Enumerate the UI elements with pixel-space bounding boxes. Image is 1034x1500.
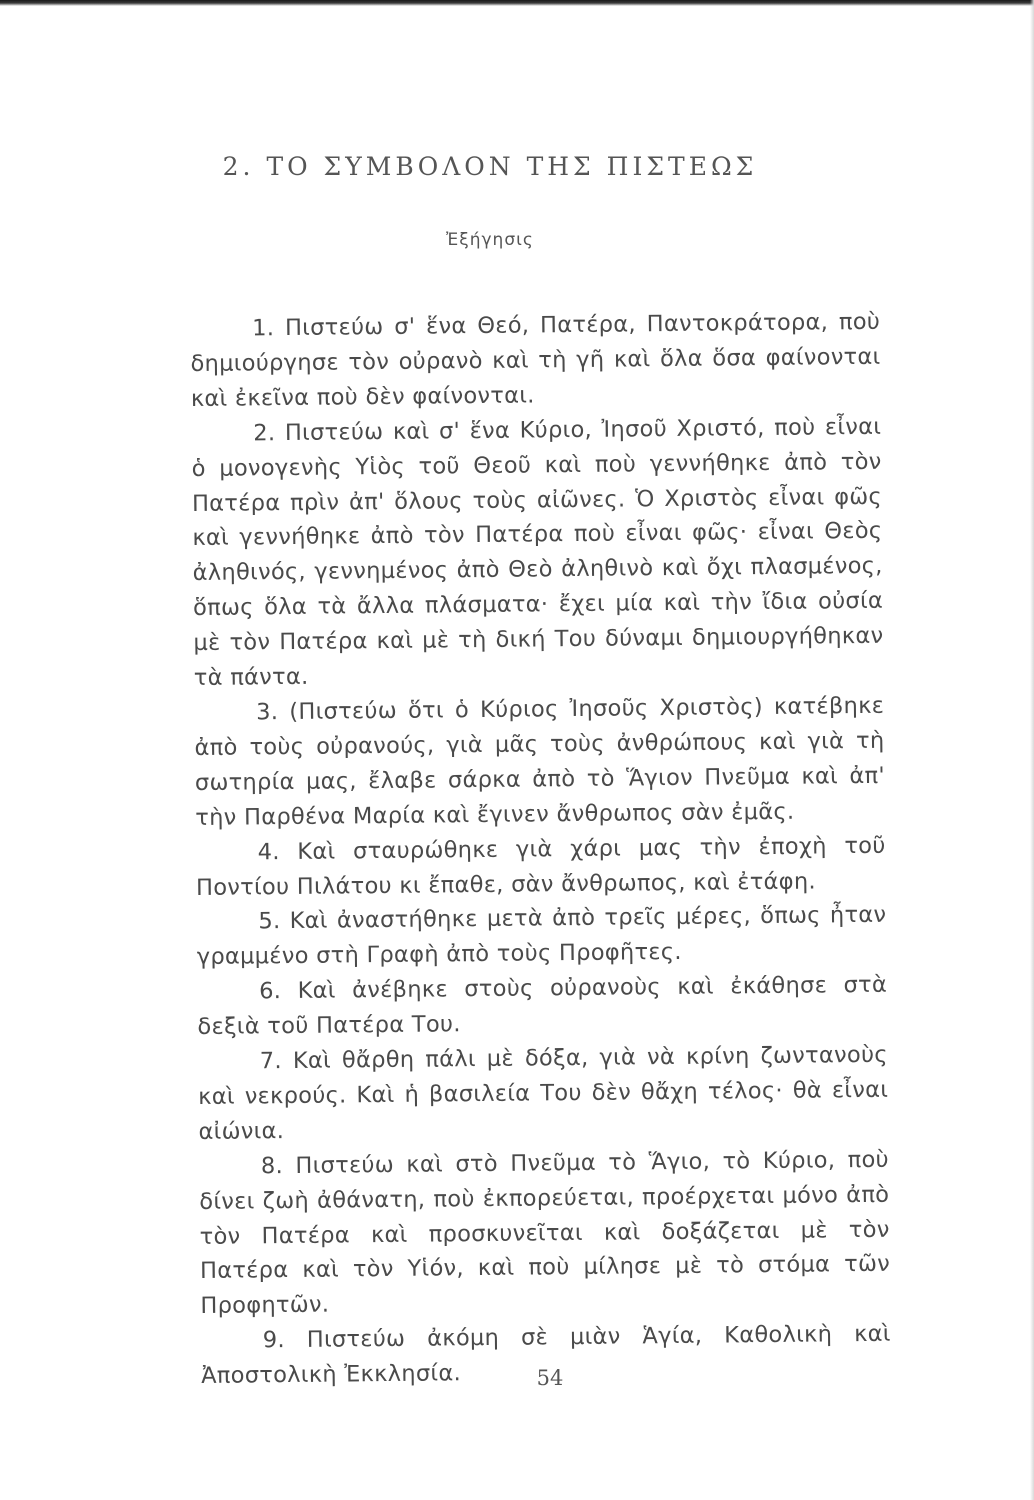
creed-text	[190, 305, 891, 1394]
chapter-subtitle: Ἐξήγησις	[446, 230, 534, 250]
creed-article-5: 5. Καὶ ἀναστήθηκε μετὰ ἀπὸ τρεῖς μέρες, ὅπως ἦταν γραμμένο στὴ Γραφὴ ἀπὸ τοὺς Προφῆτες.	[196, 902, 887, 971]
creed-article-9: 9. Πιστεύω ἀκόμη σὲ μιὰν Ἁγία, Καθολικὴ καὶ Ἀποστολικὴ Ἐκκλησία.	[201, 1321, 891, 1390]
chapter-title: 2. ΤΟ ΣΥΜΒΟΛΟΝ ΤΗΣ ΠΙΣΤΕΩΣ	[222, 152, 758, 181]
creed-article-8: 8. Πιστεύω καὶ στὸ Πνεῦμα τὸ Ἅγιο, τὸ Κύριο, ποὺ δίνει ζωὴ ἀθάνατη, ποὺ ἐκπορεύεται, προέρχεται μόνο ἀπὸ τὸν Πατέρα καὶ προσκυνεῖται καὶ δοξάζεται μὲ τὸν Πατέρα καὶ τὸν Υἱόν, καὶ ποὺ μίλησε μὲ τὸ στόμα τῶν Προφητῶν.	[199, 1146, 891, 1320]
creed-article-7: 7. Καὶ θἄρθη πάλι μὲ δόξα, γιὰ νὰ κρίνη ζωντανοὺς καὶ νεκρούς. Καὶ ἡ βασιλεία Του δὲν θἄχη τέλος· θὰ εἶναι αἰώνια.	[198, 1041, 889, 1145]
page-number: 54	[536, 1366, 564, 1390]
creed-article-1: 1. Πιστεύω σ' ἕνα Θεό, Πατέρα, Παντοκράτορα, ποὺ δημιούργησε τὸν οὐρανὸ καὶ τὴ γῆ καὶ ὅλα ὅσα φαίνονται καὶ ἐκεῖνα ποὺ δὲν φαίνονται.	[190, 308, 881, 412]
creed-article-3: 3. (Πιστεύω ὅτι ὁ Κύριος Ἰησοῦς Χριστὸς) κατέβηκε ἀπὸ τοὺς οὐρανούς, γιὰ μᾶς τοὺς ἀνθρώπους καὶ γιὰ τὴ σωτηρία μας, ἔλαβε σάρκα ἀπὸ τὸ Ἅγιον Πνεῦμα καὶ ἀπ' τὴν Παρθένα Μαρία καὶ ἔγινεν ἄνθρωπος σὰν ἐμᾶς.	[194, 692, 886, 831]
creed-article-6: 6. Καὶ ἀνέβηκε στοὺς οὐρανοὺς καὶ ἐκάθησε στὰ δεξιὰ τοῦ Πατέρα Του.	[197, 971, 888, 1041]
creed-article-2: 2. Πιστεύω καὶ σ' ἕνα Κύριο, Ἰησοῦ Χριστό, ποὺ εἶναι ὁ μονογενὴς Υἱὸς τοῦ Θεοῦ καὶ ποὺ γεννήθηκε ἀπὸ τὸν Πατέρα πρὶν ἀπ' ὅλους τοὺς αἰῶνες. Ὁ Χριστὸς εἶναι φῶς καὶ γεννήθηκε ἀπὸ τὸν Πατέρα ποὺ εἶναι φῶς· εἶναι Θεὸς ἀληθινός, γεννημένος ἀπὸ Θεὸ ἀληθινὸ καὶ ὄχι πλασμένος, ὅπως ὅλα τὰ ἄλλα πλάσματα· ἔχει μία καὶ τὴν ἴδια οὐσία μὲ τὸν Πατέρα καὶ μὲ τὴ δική Του δύναμι δημιουργήθηκαν τὰ πάντα.	[191, 413, 884, 692]
creed-article-4: 4. Καὶ σταυρώθηκε γιὰ χάρι μας τὴν ἐποχὴ τοῦ Ποντίου Πιλάτου κι ἔπαθε, σὰν ἄνθρωπος, καὶ ἐτάφη.	[195, 832, 886, 901]
